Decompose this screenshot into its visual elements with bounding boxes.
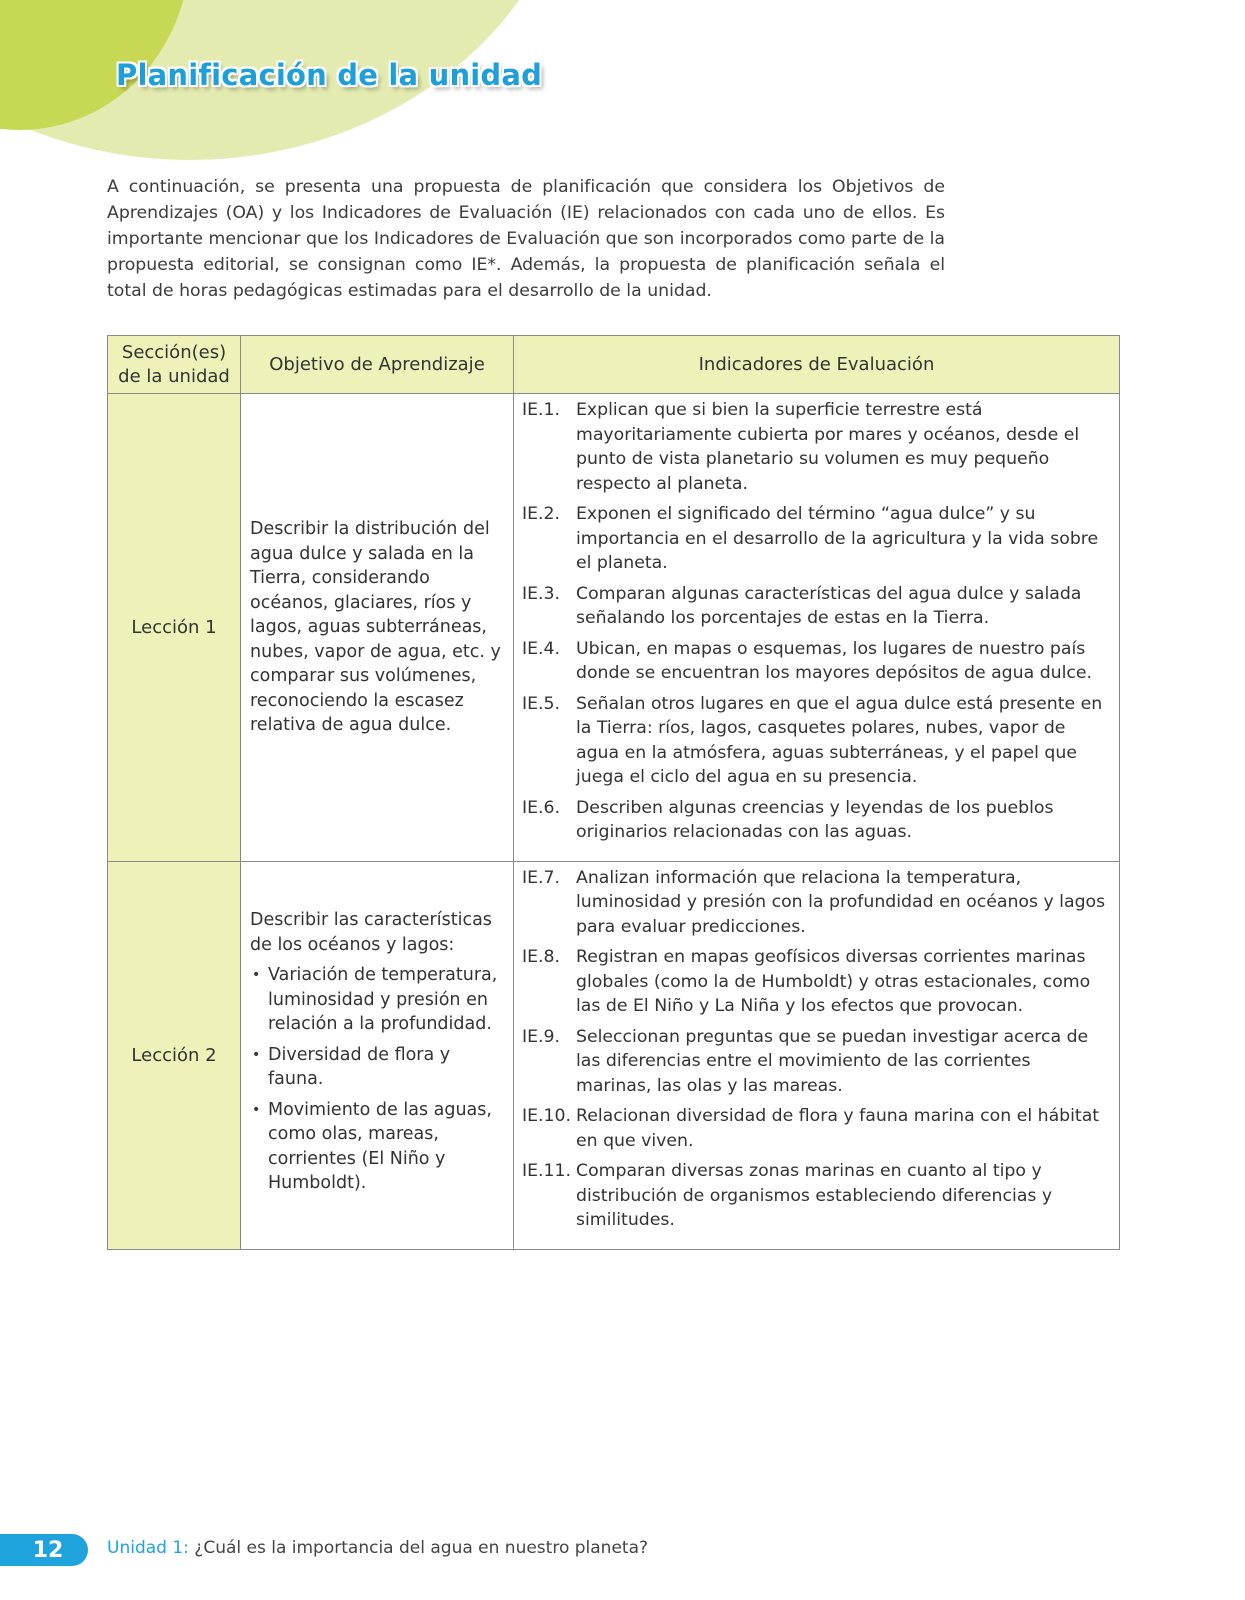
indicator-text: Explican que si bien la superficie terrestre está mayoritariamente cubierta por mares y océanos, desde el punto de vista planetario su volumen es muy pequeño respecto al planeta.: [576, 400, 1080, 494]
indicator-text: Señalan otros lugares en que el agua dulce está presente en la Tierra: ríos, lagos, casquetes polares, nubes, vapor de agua en la atmósfera, aguas subterráneas, y el papel que juega el ciclo del agua en su presencia.: [576, 693, 1103, 787]
indicator-code: IE.11.: [522, 1161, 571, 1181]
objective-cell: [241, 394, 514, 862]
objective-list-item: • Movimiento de las aguas, como olas, mareas, corrientes (El Niño y Humboldt).: [250, 1098, 505, 1196]
indicator-item: [522, 582, 1109, 631]
objective-text: Describir las características de los océanos y lagos:: [250, 910, 492, 955]
intro-paragraph: A continuación, se presenta una propuesta de planificación que considera los Objetivos de Aprendizajes (OA) y los Indicadores de Evaluación (IE) relacionados con cada uno de ellos. Es importante mencionar que los Indicadores de Evaluación que son incorporados como parte de la propuesta editorial, se consignan como IE*. Además, la propuesta de planificación señala el total de horas pedagógicas estimadas para el desarrollo de la unidad.: [107, 177, 945, 301]
objective-list-item: • Variación de temperatura, luminosidad y presión en relación a la profundidad.: [250, 963, 505, 1037]
indicator-text: Relacionan diversidad de flora y fauna marina con el hábitat en que viven.: [576, 1106, 1100, 1151]
planning-table: [107, 335, 1120, 1250]
table-row: [108, 394, 1120, 862]
indicator-item: [522, 398, 1109, 496]
objective-text: Describir la distribución del agua dulce y salada en la Tierra, considerando océanos, glaciares, ríos y lagos, aguas subterráneas, nubes, vapor de agua, etc. y comparar sus volúmenes, reconociendo la escasez relativa de agua dulce.: [250, 519, 501, 735]
page-number: 12: [0, 1534, 88, 1566]
footer-unit-title: [107, 1538, 648, 1558]
indicator-text: Analizan información que relaciona la temperatura, luminosidad y presión con la profundidad en océanos y lagos para evaluar predicciones.: [576, 867, 1106, 937]
footer-unit-question: ¿Cuál es la importancia del agua en nuestro planeta?: [194, 1538, 649, 1558]
indicator-code: IE.10.: [522, 1106, 571, 1126]
indicator-code: IE.4.: [522, 638, 560, 659]
indicator-item: [522, 1159, 1109, 1233]
indicator-item: [522, 796, 1109, 845]
indicator-item: [522, 637, 1109, 686]
indicator-item: [522, 945, 1109, 1019]
indicator-code: IE.6.: [522, 797, 560, 818]
indicator-code: IE.2.: [522, 504, 560, 524]
header-objective: Objetivo de Aprendizaje: [241, 336, 514, 394]
indicator-item: [522, 502, 1109, 576]
indicator-item: [522, 1104, 1109, 1153]
indicator-list: [522, 866, 1109, 1233]
objective-list: [250, 963, 505, 1196]
table-row: [108, 861, 1120, 1249]
indicator-code: IE.3.: [522, 583, 560, 604]
page-title: Planificación de la unidad: [116, 58, 543, 92]
indicators-cell: [514, 861, 1120, 1249]
header-indicators: Indicadores de Evaluación: [514, 336, 1120, 394]
section-cell: Lección 2: [108, 861, 241, 1249]
indicators-cell: [514, 394, 1120, 862]
indicator-code: IE.9.: [522, 1026, 560, 1047]
indicator-text: Comparan algunas características del agua dulce y salada señalando los porcentajes de estas en la Tierra.: [576, 583, 1082, 628]
indicator-text: Comparan diversas zonas marinas en cuanto al tipo y distribución de organismos estableciendo diferencias y similitudes.: [576, 1161, 1053, 1230]
section-cell: Lección 1: [108, 394, 241, 862]
table-header-row: [108, 336, 1120, 394]
objective-list-item: • Diversidad de flora y fauna.: [250, 1043, 505, 1092]
indicator-code: IE.7.: [522, 867, 560, 888]
indicator-list: [522, 398, 1109, 845]
indicator-text: Exponen el significado del término “agua dulce” y su importancia en el desarrollo de la agricultura y la vida sobre el planeta.: [576, 504, 1099, 573]
indicator-item: [522, 1025, 1109, 1099]
indicator-code: IE.1.: [522, 400, 560, 420]
indicator-item: [522, 692, 1109, 790]
footer-unit-label: Unidad 1:: [107, 1538, 189, 1558]
indicator-code: IE.5.: [522, 693, 560, 714]
indicator-text: Ubican, en mapas o esquemas, los lugares de nuestro país donde se encuentran los mayores depósitos de agua dulce.: [576, 638, 1093, 683]
objective-cell: [241, 861, 514, 1249]
indicator-code: IE.8.: [522, 947, 560, 967]
indicator-text: Registran en mapas geofísicos diversas corrientes marinas globales (como la de Humboldt) y otras estacionales, como las de El Niño y La Niña y los efectos que provocan.: [576, 947, 1091, 1016]
header-section: Sección(es) de la unidad: [108, 336, 241, 394]
indicator-text: Seleccionan preguntas que se puedan investigar acerca de las diferencias entre el movimiento de las corrientes marinas, las olas y las mareas.: [576, 1026, 1089, 1096]
indicator-item: [522, 866, 1109, 940]
indicator-text: Describen algunas creencias y leyendas de los pueblos originarios relacionadas con las aguas.: [576, 797, 1054, 842]
